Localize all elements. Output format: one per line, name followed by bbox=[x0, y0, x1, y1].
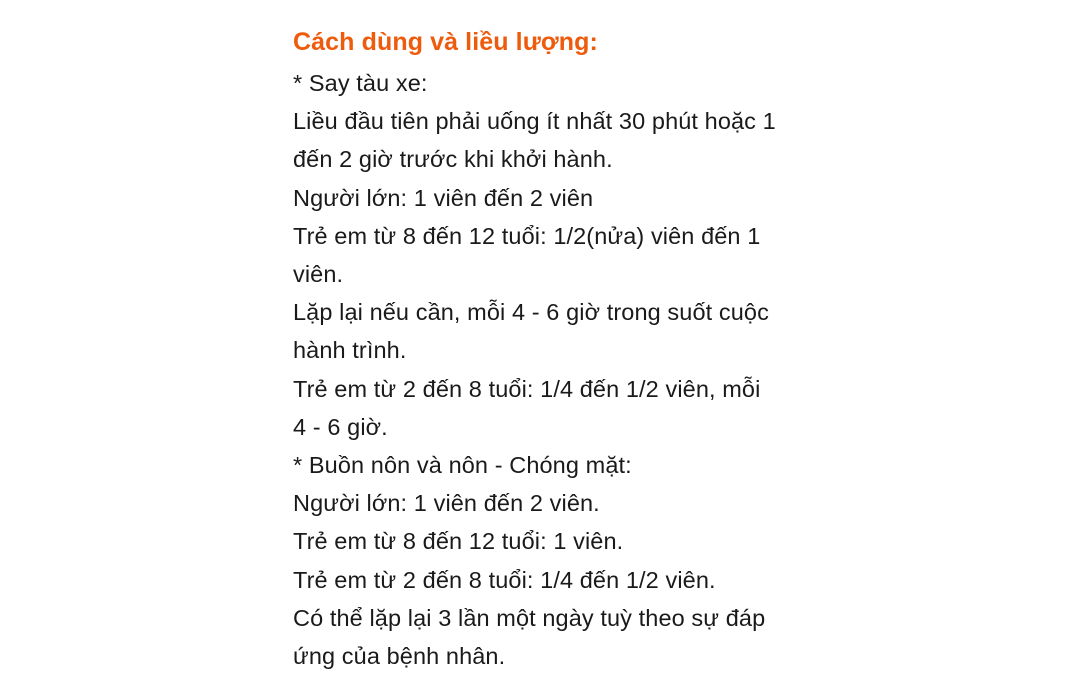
document-line: ứng của bệnh nhân. bbox=[293, 643, 506, 670]
document-line: Trẻ em từ 2 đến 8 tuổi: 1/4 đến 1/2 viên, mỗi bbox=[293, 375, 761, 402]
document-line: Trẻ em từ 8 đến 12 tuổi: 1/2(nửa) viên đến 1 bbox=[293, 222, 761, 249]
document-line: đến 2 giờ trước khi khởi hành. bbox=[293, 146, 613, 173]
document-line: hành trình. bbox=[293, 337, 407, 364]
document-line: viên. bbox=[293, 261, 344, 288]
document-body bbox=[293, 64, 813, 675]
document-line: * Buồn nôn và nôn - Chóng mặt: bbox=[293, 452, 632, 479]
document-text-block bbox=[293, 22, 813, 675]
document-line: Người lớn: 1 viên đến 2 viên. bbox=[293, 490, 600, 517]
document-line: Liều đầu tiên phải uống ít nhất 30 phút hoặc 1 bbox=[293, 108, 776, 135]
document-line: Có thể lặp lại 3 lần một ngày tuỳ theo sự đáp bbox=[293, 604, 766, 631]
document-line: Trẻ em từ 8 đến 12 tuổi: 1 viên. bbox=[293, 528, 624, 555]
document-line: * Say tàu xe: bbox=[293, 70, 428, 96]
document-line: Người lớn: 1 viên đến 2 viên bbox=[293, 184, 594, 211]
document-line: 4 - 6 giờ. bbox=[293, 413, 388, 440]
document-heading: Cách dùng và liều lượng: bbox=[293, 28, 598, 56]
document-line: Trẻ em từ 2 đến 8 tuổi: 1/4 đến 1/2 viên. bbox=[293, 566, 716, 593]
document-line: Lặp lại nếu cần, mỗi 4 - 6 giờ trong suốt cuộc bbox=[293, 299, 769, 326]
